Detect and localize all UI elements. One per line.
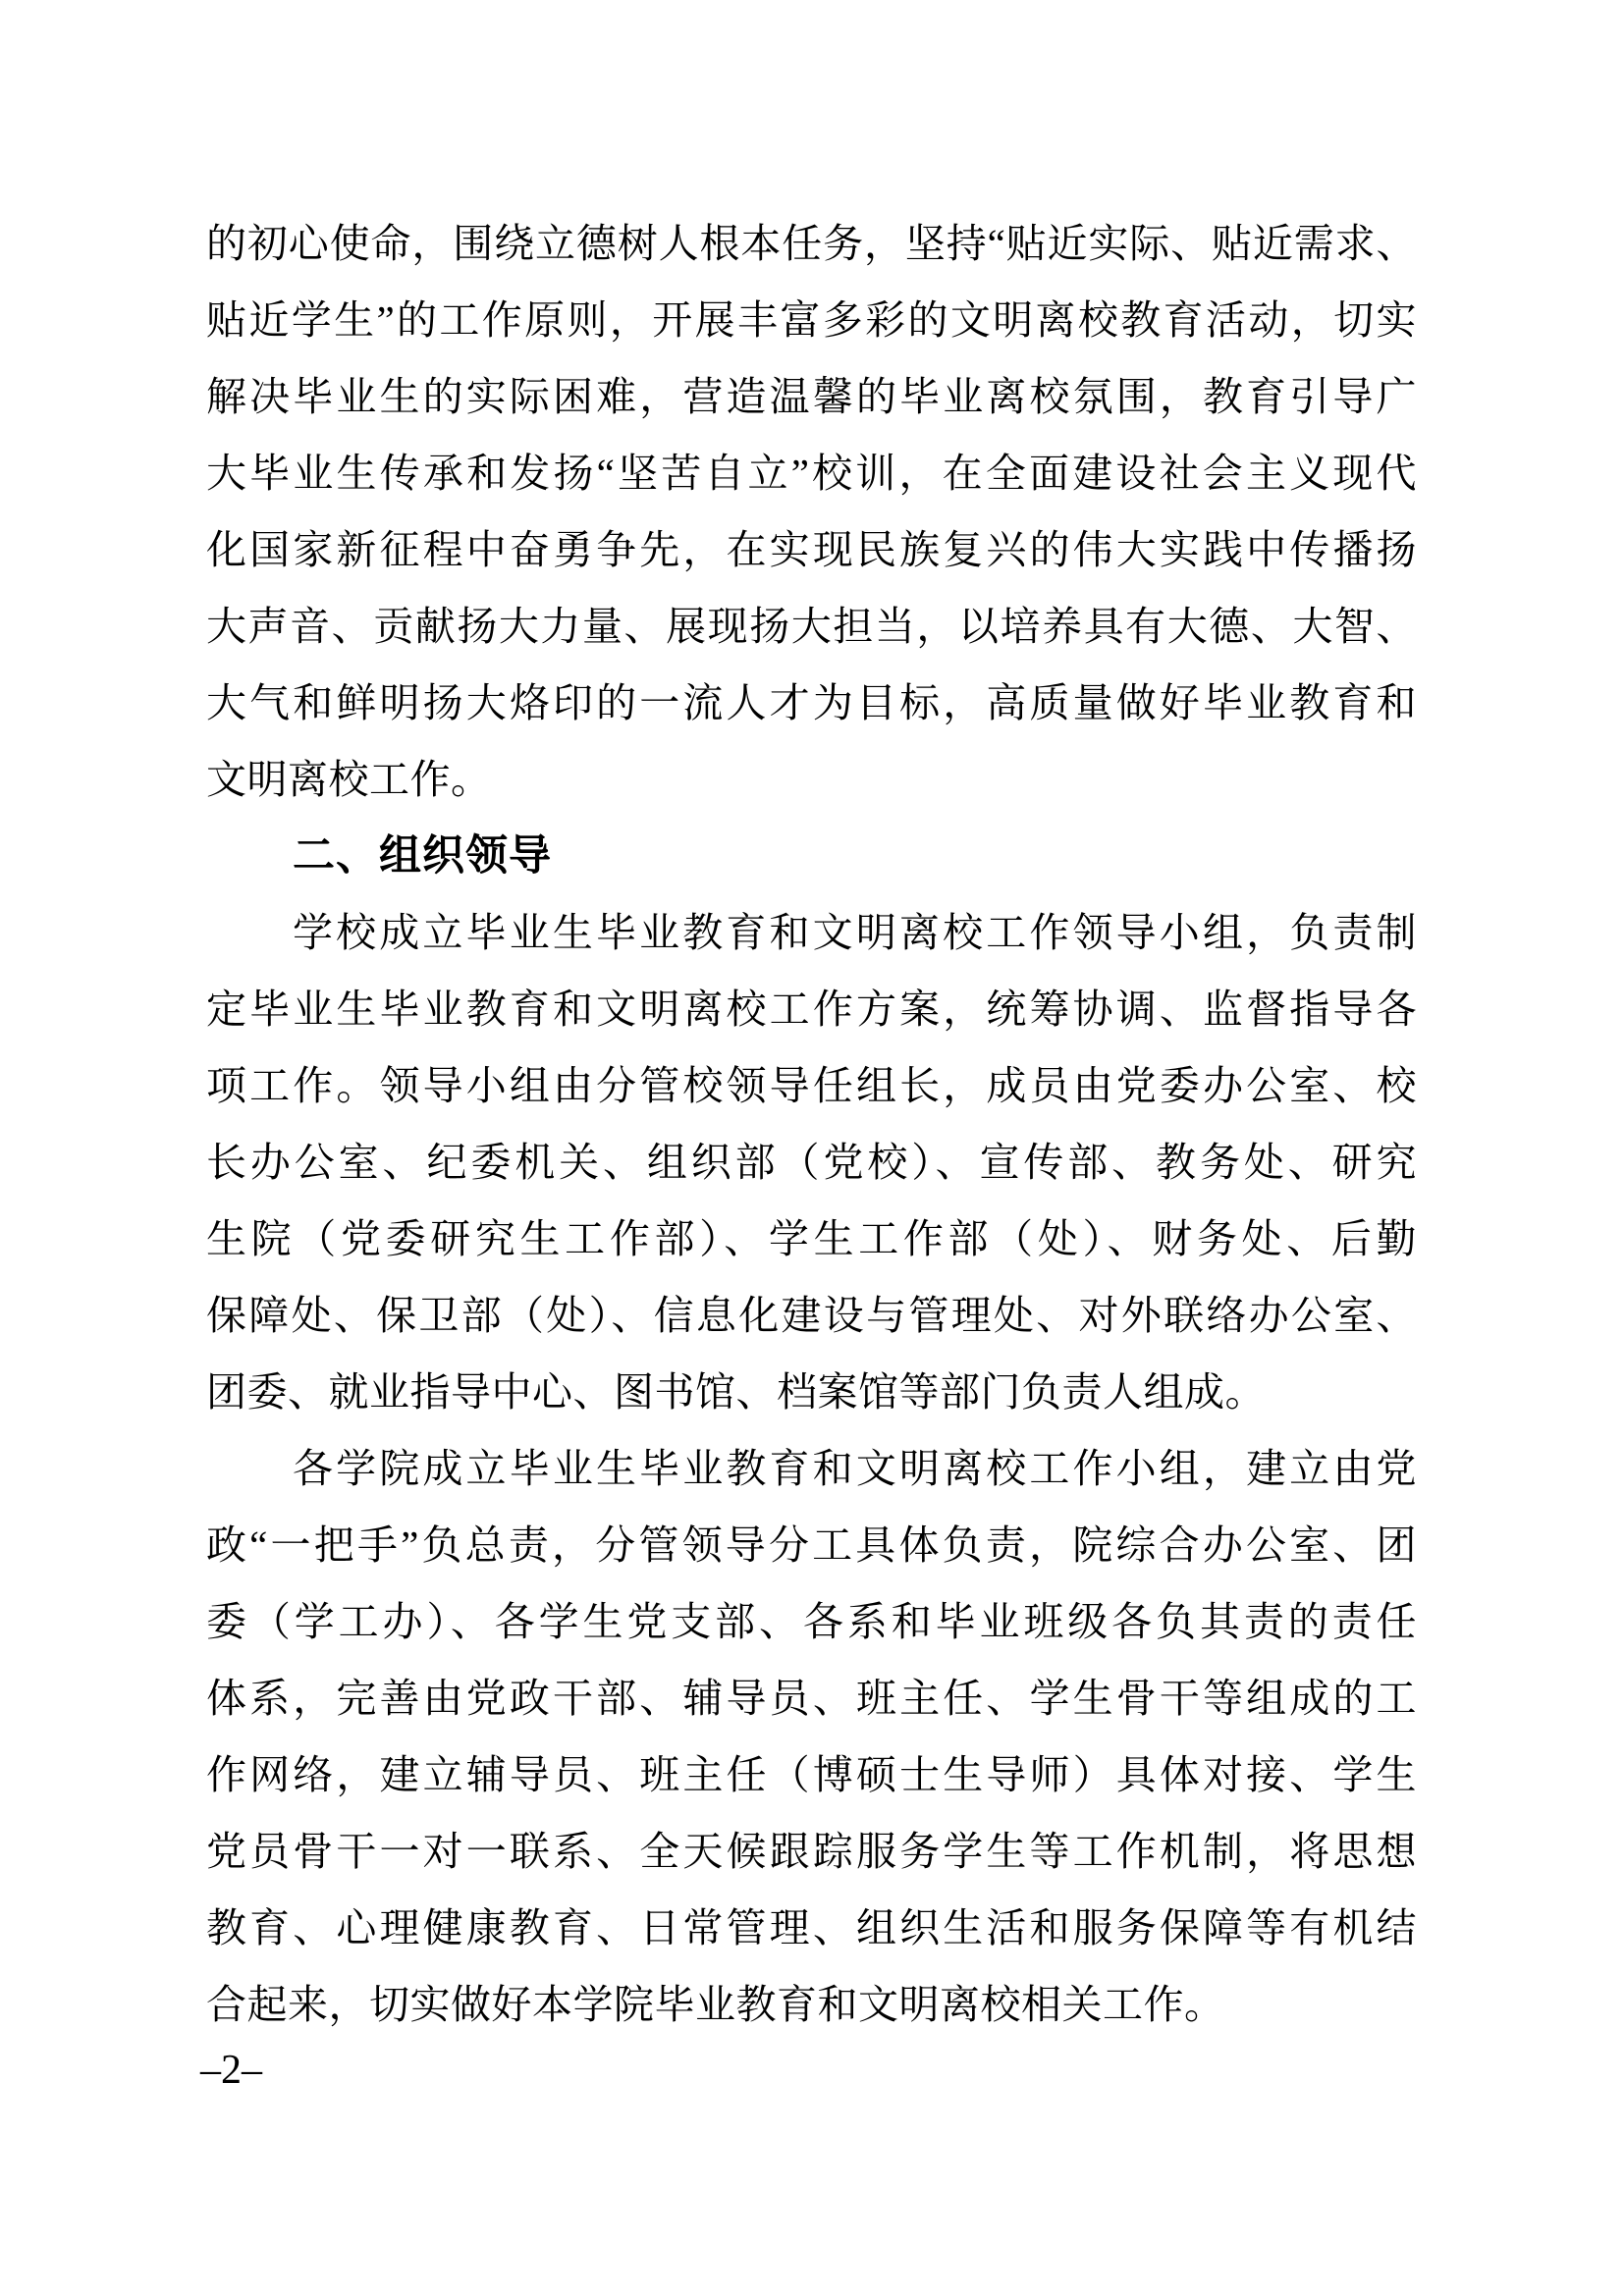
- paragraph-first-line: 各学院成立毕业生毕业教育和文明离校工作小组，建立由党: [293, 1446, 1417, 1491]
- text-line: 化国家新征程中奋勇争先，在实现民族复兴的伟大实践中传播扬: [206, 527, 1417, 572]
- text-line: 贴近学生”的工作原则，开展丰富多彩的文明离校教育活动，切实: [206, 297, 1417, 343]
- paragraph-first-line: 学校成立毕业生毕业教育和文明离校工作领导小组，负责制: [293, 910, 1417, 955]
- text-line: 政“一把手”负总责，分管领导分工具体负责，院综合办公室、团: [206, 1522, 1417, 1568]
- text-line: 委（学工办）、各学生党支部、各系和毕业班级各负其责的责任: [206, 1599, 1417, 1644]
- text-line: 教育、心理健康教育、日常管理、组织生活和服务保障等有机结: [206, 1905, 1417, 1950]
- text-line: 生院（党委研究生工作部）、学生工作部（处）、财务处、后勤: [206, 1216, 1417, 1261]
- page-number: –2–: [200, 2048, 262, 2093]
- text-line: 党员骨干一对一联系、全天候跟踪服务学生等工作机制，将思想: [206, 1829, 1417, 1874]
- text-line: 定毕业生毕业教育和文明离校工作方案，统筹协调、监督指导各: [206, 987, 1417, 1032]
- text-line: 作网络，建立辅导员、班主任（博硕士生导师）具体对接、学生: [206, 1752, 1417, 1797]
- text-line: 大气和鲜明扬大烙印的一流人才为目标，高质量做好毕业教育和: [206, 680, 1417, 725]
- section-heading: 二、组织领导: [293, 832, 552, 880]
- text-line: 项工作。领导小组由分管校领导任组长，成员由党委办公室、校: [206, 1063, 1417, 1108]
- document-body: [206, 205, 1417, 2043]
- text-line: 解决毕业生的实际困难，营造温馨的毕业离校氛围，教育引导广: [206, 374, 1417, 419]
- text-line: 大毕业生传承和发扬“坚苦自立”校训，在全面建设社会主义现代: [206, 451, 1417, 496]
- text-line: 保障处、保卫部（处）、信息化建设与管理处、对外联络办公室、: [206, 1293, 1417, 1338]
- text-line: 大声音、贡献扬大力量、展现扬大担当，以培养具有大德、大智、: [206, 604, 1417, 649]
- text-line: 长办公室、纪委机关、组织部（党校）、宣传部、教务处、研究: [206, 1140, 1417, 1185]
- paragraph-end-line: 文明离校工作。: [206, 757, 492, 802]
- paragraph-end-line: 合起来，切实做好本学院毕业教育和文明离校相关工作。: [206, 1982, 1225, 2027]
- text-line: 的初心使命，围绕立德树人根本任务，坚持“贴近实际、贴近需求、: [206, 221, 1417, 266]
- paragraph-end-line: 团委、就业指导中心、图书馆、档案馆等部门负责人组成。: [206, 1369, 1266, 1415]
- text-line: 体系，完善由党政干部、辅导员、班主任、学生骨干等组成的工: [206, 1676, 1417, 1721]
